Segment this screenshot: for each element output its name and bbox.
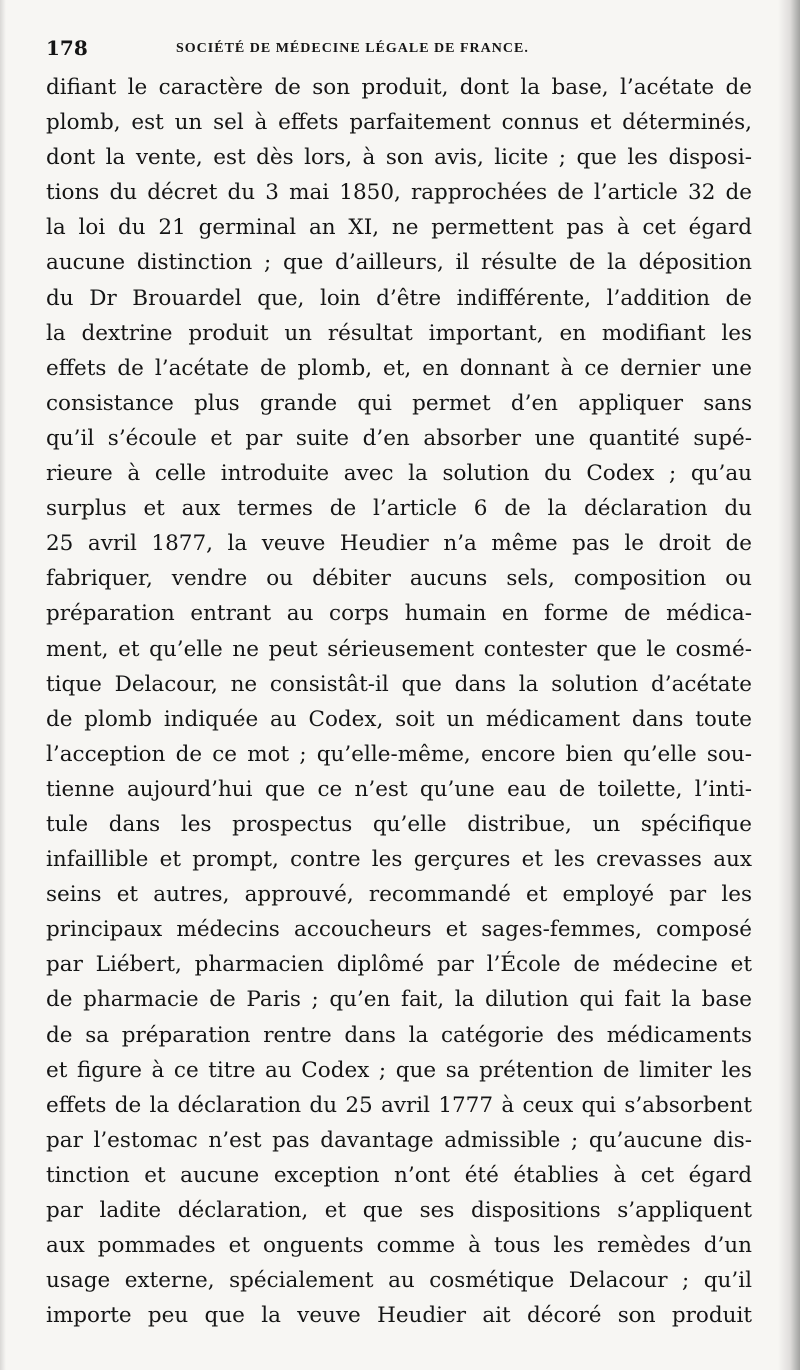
text-line: dont la vente, est dès lors, à son avis, licite ; que les disposi- xyxy=(46,145,752,171)
text-line: tienne aujourd’hui que ce n’est qu’une eau de toilette, l’inti- xyxy=(46,776,752,802)
page-number: 178 xyxy=(46,36,88,60)
text-line: effets de l’acétate de plomb, et, en donnant à ce dernier une xyxy=(46,355,752,381)
text-line: principaux médecins accoucheurs et sages-femmes, composé xyxy=(46,917,752,943)
text-line: plomb, est un sel à effets parfaitement connus et déterminés, xyxy=(46,110,752,136)
text-line: tique Delacour, ne consistât-il que dans la solution d’acétate xyxy=(46,671,752,697)
text-line: la dextrine produit un résultat important, en modifiant les xyxy=(46,320,752,346)
text-line: consistance plus grande qui permet d’en appliquer sans xyxy=(46,390,752,416)
text-line: par Liébert, pharmacien diplômé par l’École de médecine et xyxy=(46,952,752,978)
text-line: la loi du 21 germinal an XI, ne permettent pas à cet égard xyxy=(46,215,752,241)
text-line: du Dr Brouardel que, loin d’être indifférente, l’addition de xyxy=(46,285,752,311)
text-line: tinction et aucune exception n’ont été établies à cet égard xyxy=(46,1162,752,1188)
page-header xyxy=(46,34,736,62)
text-line: rieure à celle introduite avec la solution du Codex ; qu’au xyxy=(46,461,752,487)
page-gutter-shadow xyxy=(778,0,800,1370)
text-line: qu’il s’écoule et par suite d’en absorber une quantité supé- xyxy=(46,425,752,451)
text-line: effets de la déclaration du 25 avril 1777 à ceux qui s’absorbent xyxy=(46,1092,752,1118)
text-line: par ladite déclaration, et que ses dispositions s’appliquent xyxy=(46,1198,752,1223)
text-line: ment, et qu’elle ne peut sérieusement contester que le cosmé- xyxy=(46,636,752,662)
text-line: de sa préparation rentre dans la catégorie des médicaments xyxy=(46,1022,752,1048)
text-line: et figure à ce titre au Codex ; que sa prétention de limiter les xyxy=(46,1057,752,1083)
text-line: importe peu que la veuve Heudier ait décoré son produit xyxy=(46,1303,752,1329)
running-head: SOCIÉTÉ DE MÉDECINE LÉGALE DE FRANCE. xyxy=(176,41,529,56)
text-line: 25 avril 1877, la veuve Heudier n’a même pas le droit de xyxy=(46,531,752,557)
text-line: de plomb indiquée au Codex, soit un médicament dans toute xyxy=(46,706,752,732)
text-line: tions du décret du 3 mai 1850, rapprochées de l’article 32 de xyxy=(46,180,752,206)
text-line: aucune distinction ; que d’ailleurs, il résulte de la déposition xyxy=(46,250,752,276)
text-line: par l’estomac n’est pas davantage admissible ; qu’aucune dis- xyxy=(46,1127,752,1153)
text-line: infaillible et prompt, contre les gerçures et les crevasses aux xyxy=(46,847,752,873)
text-line: fabriquer, vendre ou débiter aucuns sels, composition ou xyxy=(46,566,752,592)
body-text xyxy=(46,70,752,1333)
text-line: l’acception de ce mot ; qu’elle-même, encore bien qu’elle sou- xyxy=(46,741,752,767)
text-line: aux pommades et onguents comme à tous les remèdes d’un xyxy=(46,1233,752,1259)
text-line: de pharmacie de Paris ; qu’en fait, la dilution qui fait la base xyxy=(46,987,752,1013)
text-line: seins et autres, approuvé, recommandé et employé par les xyxy=(46,882,752,908)
text-line: préparation entrant au corps humain en forme de médica- xyxy=(46,601,752,627)
text-line: tule dans les prospectus qu’elle distribue, un spécifique xyxy=(46,811,752,837)
page-left-shadow xyxy=(0,0,6,1370)
text-line: surplus et aux termes de l’article 6 de la déclaration du xyxy=(46,496,752,522)
text-line: usage externe, spécialement au cosmétique Delacour ; qu’il xyxy=(46,1268,752,1294)
text-line: difiant le caractère de son produit, dont la base, l’acétate de xyxy=(46,75,752,100)
